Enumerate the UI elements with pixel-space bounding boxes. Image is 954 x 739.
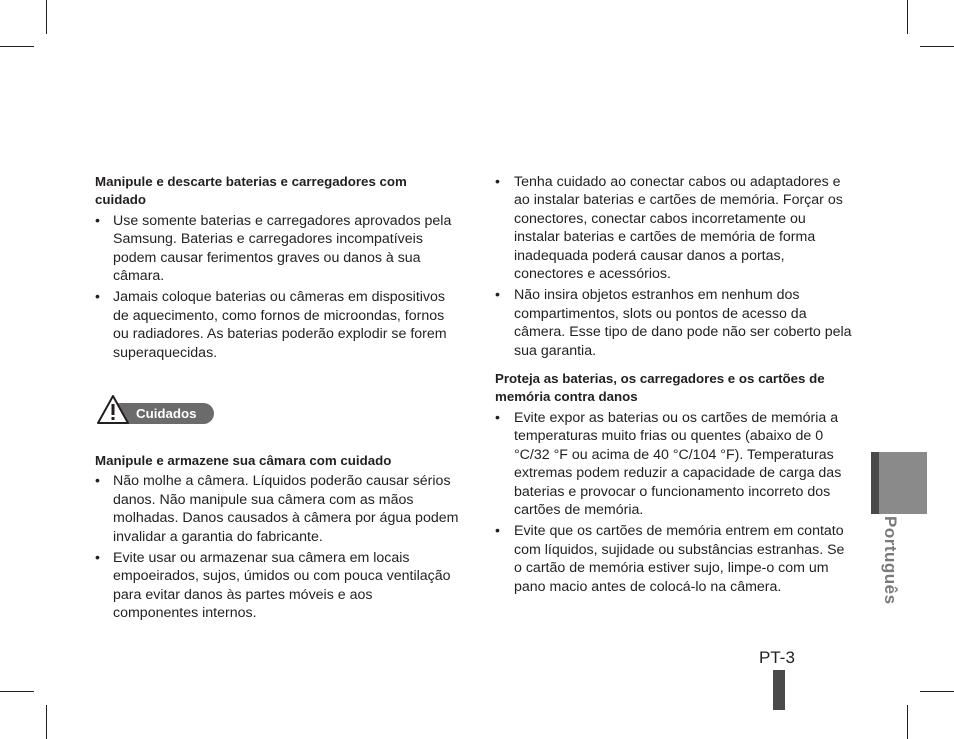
crop-mark: [907, 705, 908, 739]
page-number: PT-3: [759, 648, 795, 667]
language-tab: [871, 452, 927, 514]
tab-stripe: [871, 452, 879, 514]
list-item: • Evite usar ou armazenar sua câmera em locais empoeirados, sujos, úmidos ou com pouca ventilação para evitar danos às partes móveis e aos componentes internos.: [95, 549, 459, 623]
section-heading-handling: Manipule e armazene sua câmara com cuidado: [95, 453, 392, 468]
crop-mark: [46, 705, 47, 739]
list-item: • Não insira objetos estranhos em nenhum dos compartimentos, slots ou pontos de acesso da câmera. Esse tipo de dano pode não ser coberto pela sua garantia.: [495, 286, 853, 360]
left-column: [95, 173, 459, 365]
crop-mark: [0, 46, 34, 47]
caution-badge: [96, 394, 220, 426]
list-item: • Use somente baterias e carregadores aprovados pela Samsung. Baterias e carregadores incompatíveis podem causar ferimentos graves ou danos à sua câmara.: [95, 212, 459, 286]
list-item: • Não molhe a câmera. Líquidos poderão causar sérios danos. Não manipule sua câmera com as mãos molhadas. Danos causados à câmera por água podem invalidar a garantia do fabricante.: [95, 472, 459, 546]
list-item: • Tenha cuidado ao conectar cabos ou adaptadores e ao instalar baterias e cartões de memória. Forçar os conectores, conectar cabos incorretamente ou instalar baterias e cartões de memória de forma inadequada poderá causar danos a portas, conectores e acessórios.: [495, 173, 853, 283]
list-item: • Jamais coloque baterias ou câmeras em dispositivos de aquecimento, como fornos de microondas, fornos ou radiadores. As baterias poderão explodir se forem superaquecidas.: [95, 288, 459, 362]
crop-mark: [920, 691, 954, 692]
crop-mark: [920, 46, 954, 47]
caution-label: Cuidados: [136, 406, 197, 421]
list-item: • Evite que os cartões de memória entrem em contato com líquidos, sujidade ou substâncias estranhas. Se o cartão de memória estiver sujo, limpe-o com um pano macio antes de colocá-lo na câmera.: [495, 522, 853, 596]
page-marker-bar: [773, 670, 785, 710]
crop-mark: [46, 0, 47, 34]
batteries-list: [95, 212, 459, 362]
protection-list: [495, 409, 853, 596]
language-label: Português: [881, 516, 900, 605]
section-heading-protection: Proteja as baterias, os carregadores e os cartões de memória contra danos: [495, 371, 825, 405]
crop-mark: [907, 0, 908, 34]
handling-list: [95, 472, 459, 622]
warning-triangle-icon: [96, 394, 130, 426]
section-heading-batteries: Manipule e descarte baterias e carregadores com cuidado: [95, 174, 407, 208]
connectors-list: [495, 173, 853, 360]
list-item: • Evite expor as baterias ou os cartões de memória a temperaturas muito frias ou quentes (abaixo de 0 °C/32 °F ou acima de 40 °C/104 °F). Temperaturas extremas podem reduzir a capacidade de carga das baterias e provocar o funcionamento incorreto dos cartões de memória.: [495, 409, 853, 519]
right-column: [495, 173, 853, 599]
crop-mark: [0, 691, 34, 692]
left-column-lower: [95, 452, 459, 626]
